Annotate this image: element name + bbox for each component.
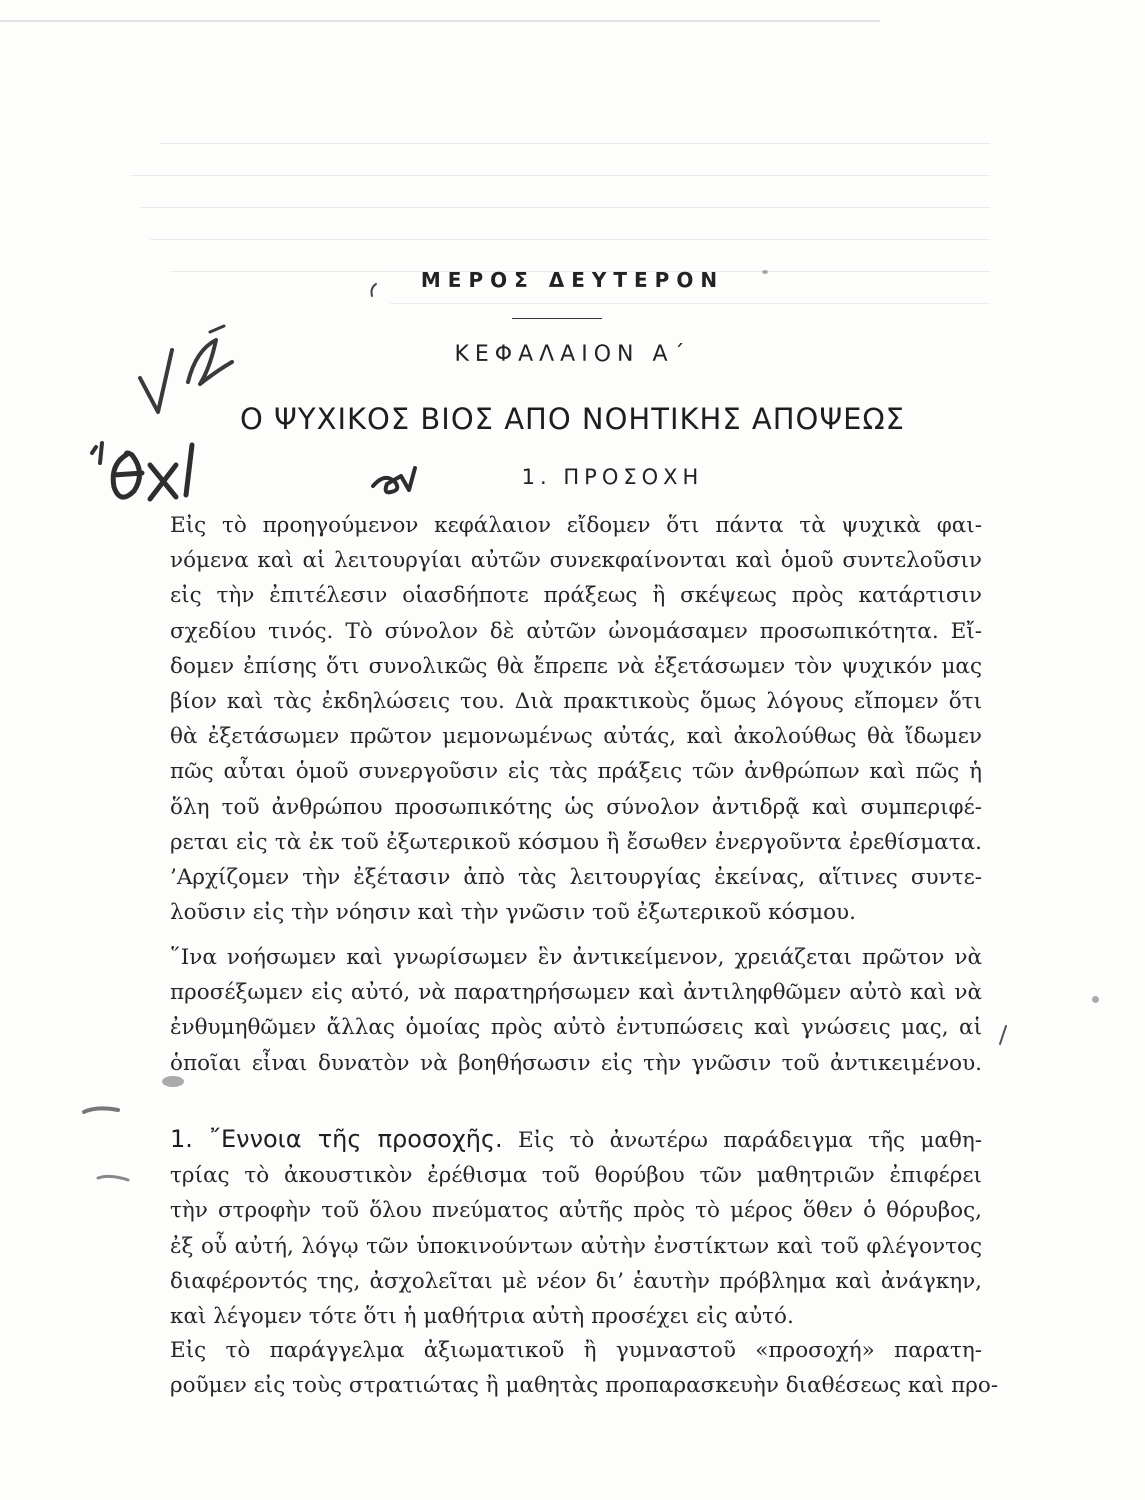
paragraph-line: πῶς αὗται ὁμοῦ συνεργοῦσιν εἰς τὰς πράξεις τῶν ἀνθρώπων καὶ πῶς ἡ — [170, 759, 982, 785]
paragraph-line: Εἰς τὸ παράγγελμα ἀξιωματικοῦ ἢ γυμναστοῦ «προσοχή» παρατη- — [170, 1338, 982, 1363]
margin-pencil-mark — [82, 1100, 122, 1120]
paragraph-line: βίον καὶ τὰς ἐκδηλώσεις του. Διὰ πρακτικοὺς ὅμως λόγους εἴπομεν ὅτι — [170, 689, 982, 715]
paragraph-line: ἐνθυμηθῶμεν ἄλλας ὁμοίας πρὸς αὐτὸ ἐντυπώσεις καὶ γνώσεις μας, αἱ — [170, 1015, 982, 1041]
paragraph-line: ’Αρχίζομεν τὴν ἐξέτασιν ἀπὸ τὰς λειτουργίας ἐκείνας, αἵτινες συντε- — [170, 865, 982, 891]
bleed-through-header — [0, 0, 880, 22]
section-heading: 1. ΠΡΟΣΟΧΗ — [521, 465, 704, 489]
subsection-heading: 1. ῎Εννοια τῆς προσοχῆς. — [170, 1125, 503, 1153]
paragraph-line: θὰ ἐξετάσωμεν πρῶτον μεμονωμένως αὐτάς, καὶ ἀκολούθως θὰ ἴδωμεν — [170, 724, 982, 750]
paragraph-line: διαφέροντός της, ἀσχολεῖται μὲ νέον δι’ ἑαυτὴν πρόβλημα καὶ ἀνάγκην, — [170, 1268, 982, 1294]
paragraph-line: προσέξωμεν εἰς αὐτό, νὰ παρατηρήσωμεν καὶ ἀντιληφθῶμεν αὐτὸ καὶ νὰ — [170, 980, 982, 1006]
handwritten-note-text: ὄχι — [120, 521, 122, 522]
paragraph-line: νόμενα καὶ αἱ λειτουργίαι αὐτῶν συνεκφαίνονται καὶ ὁμοῦ συντελοῦσιν — [170, 548, 982, 574]
chapter-label: ΚΕΦΑΛΑΙΟΝ Α΄ — [454, 342, 691, 367]
paragraph-1 — [170, 508, 982, 930]
paragraph-line: ῞Ινα νοήσωμεν καὶ γνωρίσωμεν ἓν ἀντικείμενον, χρειάζεται πρῶτον νὰ — [170, 945, 982, 970]
paragraph-4 — [170, 1333, 999, 1403]
paragraph-line: ἐξ οὗ αὐτή, λόγῳ τῶν ὑποκινούντων αὐτὴν ἐνστίκτων καὶ τοῦ φλέγοντος — [170, 1233, 982, 1259]
paragraph-line — [170, 1122, 982, 1158]
paragraph-line: σχεδίου τινός. Τὸ σύνολον δὲ αὐτῶν ὠνομάσαμεν προσωπικότητα. Εἴ- — [170, 618, 982, 644]
title-divider — [512, 318, 602, 319]
paragraph-line: τὴν στροφὴν τοῦ ὅλου πνεύματος αὐτῆς πρὸς τὸ μέρος ὅθεν ὁ θόρυβος, — [170, 1198, 982, 1224]
paragraph-line: ροῦμεν εἰς τοὺς στρατιώτας ἢ μαθητὰς προπαρασκευὴν διαθέσεως καὶ προ- — [170, 1373, 999, 1399]
paragraph-3 — [170, 1122, 982, 1334]
paragraph-line: Εἰς τὸ προηγούμενον κεφάλαιον εἴδομεν ὅτι πάντα τὰ ψυχικὰ φαι- — [170, 513, 982, 538]
paragraph-2 — [170, 940, 982, 1081]
paragraph-line: εἰς τὴν ἐπιτέλεσιν οἱασδήποτε πράξεως ἢ σκέψεως πρὸς κατάρτισιν — [170, 583, 982, 609]
paragraph-line: λοῦσιν εἰς τὴν νόησιν καὶ τὴν γνῶσιν τοῦ ἐξωτερικοῦ κόσμου. — [170, 900, 856, 926]
margin-pencil-mark — [996, 1024, 1010, 1048]
chapter-title: Ο ΨΥΧΙΚΟΣ ΒΙΟΣ ΑΠΟ ΝΟΗΤΙΚΗΣ ΑΠΟΨΕΩΣ — [240, 402, 905, 436]
paragraph-line: ρεται εἰς τὰ ἐκ τοῦ ἐξωτερικοῦ κόσμου ἢ ἔσωθεν ἐνεργοῦντα ἐρεθίσματα. — [170, 829, 982, 855]
paragraph-line: ὅλη τοῦ ἀνθρώπου προσωπικότης ὡς σύνολον ἀντιδρᾷ καὶ συμπεριφέ- — [170, 794, 982, 820]
margin-smudge — [162, 1076, 184, 1087]
dot-mark — [1092, 996, 1099, 1003]
paragraph-line: τρίας τὸ ἀκουστικὸν ἐρέθισμα τοῦ θορύβου τῶν μαθητριῶν ἐπιφέρει — [170, 1163, 982, 1189]
paragraph-line: δομεν ἐπίσης ὅτι συνολικῶς θὰ ἔπρεπε νὰ ἐξετάσωμεν τὸν ψυχικόν μας — [170, 653, 982, 679]
paragraph-line: ὁποῖαι εἶναι δυνατὸν νὰ βοηθήσωσιν εἰς τὴν γνῶσιν τοῦ ἀντικειμένου. — [170, 1050, 982, 1076]
paragraph-line-continuation: Εἰς τὸ ἀνωτέρω παράδειγμα τῆς μαθη- — [517, 1128, 982, 1153]
margin-pencil-mark — [94, 1168, 134, 1188]
paragraph-line: καὶ λέγομεν τότε ὅτι ἡ μαθήτρια αὐτὴ προσέχει εἰς αὐτό. — [170, 1304, 794, 1330]
part-title: ΜΕΡΟΣ ΔΕΥΤΕΡΟΝ — [420, 268, 725, 292]
dot-mark — [762, 270, 768, 274]
